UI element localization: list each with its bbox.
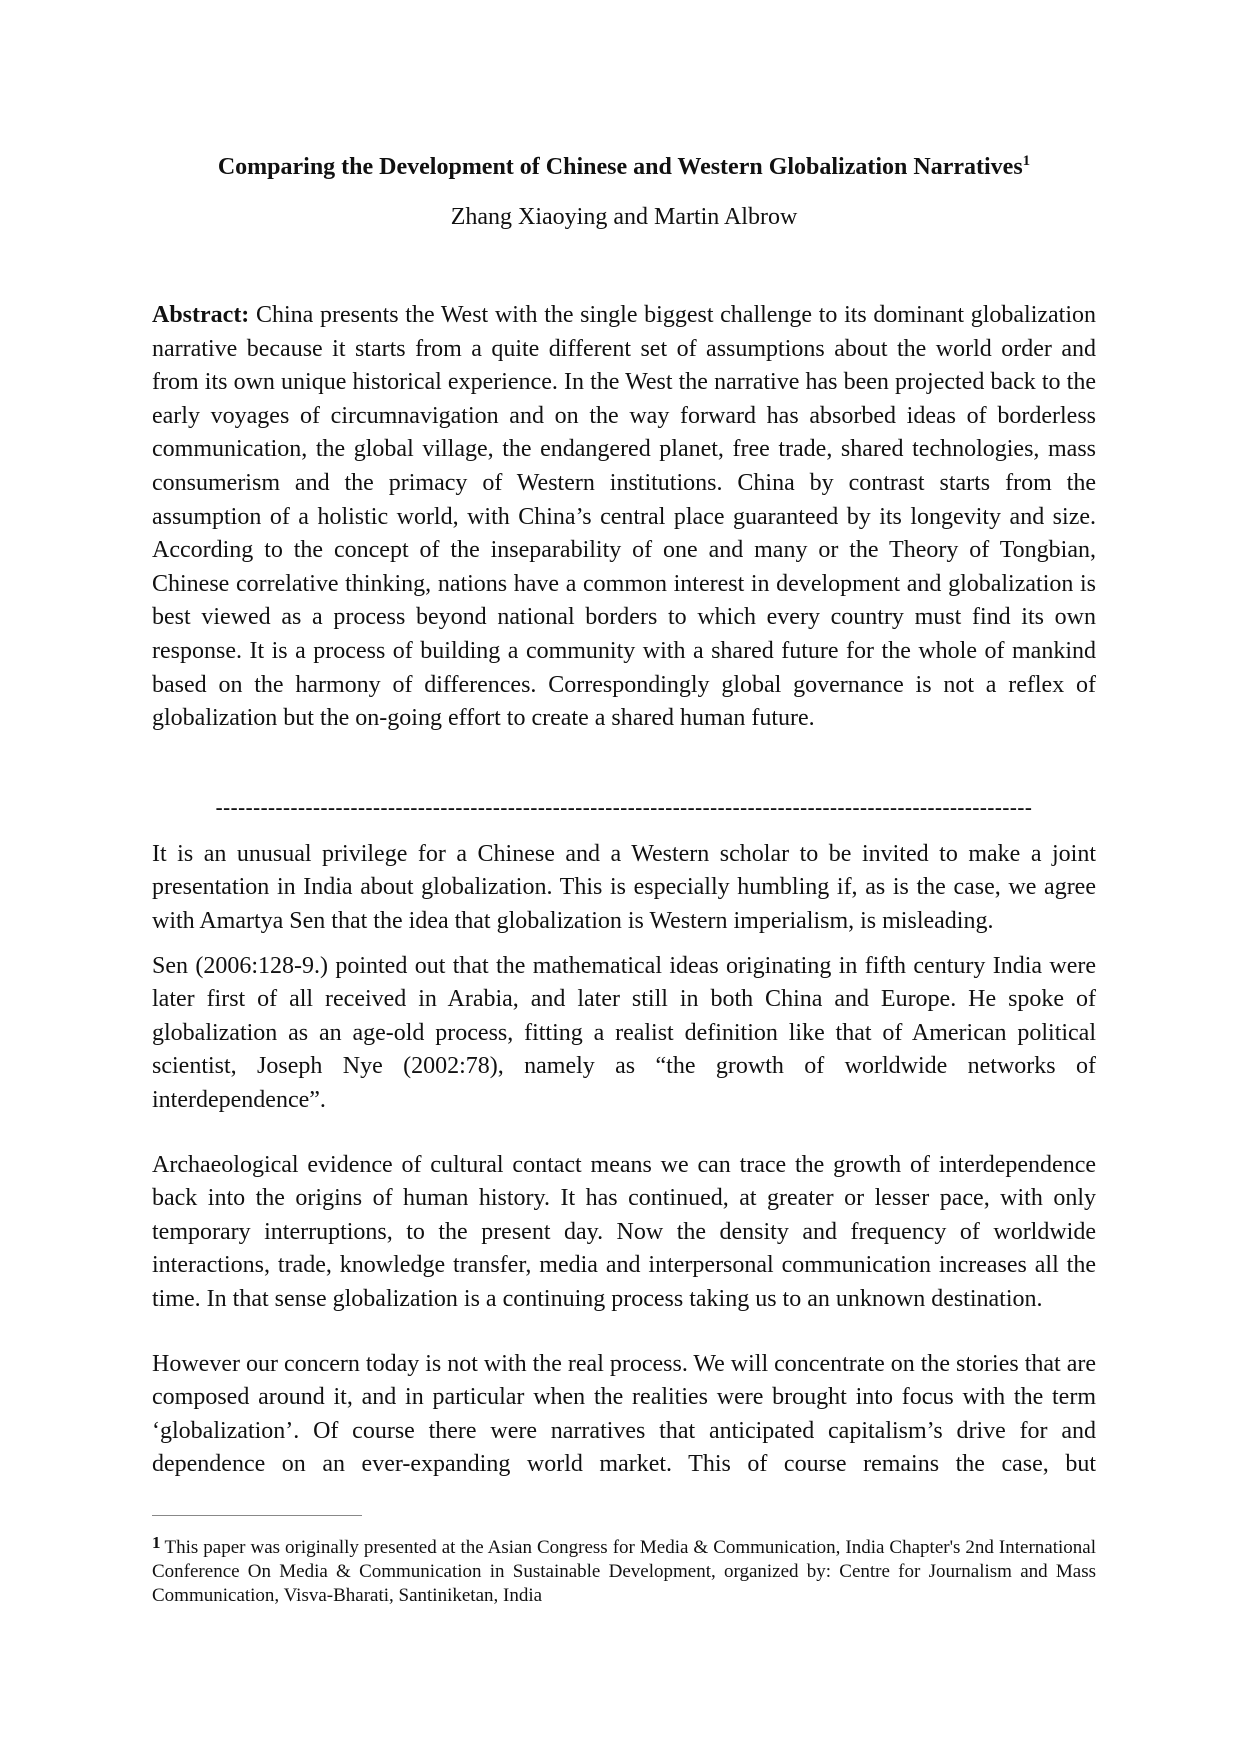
body-paragraph-4: However our concern today is not with the real process. We will concentrate on the stories that are composed around it, and in particular when the realities were brought into focus with the term ‘globalization’. Of course there were narratives that anticipated capitalism’s drive for and dependence on an ever-expanding world market. This of course remains the case, but [152, 1351, 1096, 1478]
section-divider: ------------------------------------------------------------------------------------------------------------- [215, 795, 1033, 819]
abstract-text: China presents the West with the single biggest challenge to its dominant globalization narrative because it starts from a quite different set of assumptions about the world order and from its own unique historical experience. In the West the narrative has been projected back to the early voyages of circumnavigation and on the way forward has absorbed ideas of borderless communication, the global village, the endangered planet, free trade, shared technologies, mass consumerism and the primacy of Western institutions. China by contrast starts from the assumption of a holistic world, with China’s central place guaranteed by its longevity and size. According to the concept of the inseparability of one and many or the Theory of Tongbian, Chinese correlative thinking, nations have a common interest in development and globalization is best viewed as a process beyond national borders to which every country must find its own response. It is a process of building a community with a shared future for the whole of mankind based on the harmony of differences. Correspondingly global governance is not a reflex of globalization but the on-going effort to create a shared human future. [152, 302, 1097, 732]
body-paragraph-1: It is an unusual privilege for a Chinese and a Western scholar to be invited to make a joint presentation in India about globalization. This is especially humbling if, as is the case, we agree with Amartya Sen that the idea that globalization is Western imperialism, is misleading. [152, 841, 1096, 934]
footnote [152, 1533, 1096, 1608]
footnote-separator [152, 1515, 362, 1516]
footnote-number: 1 [152, 1533, 161, 1552]
paper-title [152, 150, 1096, 184]
abstract-label: Abstract: [152, 302, 250, 328]
paper-authors: Zhang Xiaoying and Martin Albrow [450, 204, 798, 230]
abstract-paragraph [152, 299, 1096, 736]
title-footnote-marker[interactable]: 1 [1022, 153, 1031, 169]
body-paragraph-3: Archaeological evidence of cultural contact means we can trace the growth of interdependence back into the origins of human history. It has continued, at greater or lesser pace, with only temporary interruptions, to the present day. Now the density and frequency of worldwide interactions, trade, knowledge transfer, media and interpersonal communication increases all the time. In that sense globalization is a continuing process taking us to an unknown destination. [152, 1152, 1096, 1312]
footnote-text: This paper was originally presented at the Asian Congress for Media & Communication, India Chapter's 2nd International Conference On Media & Communication in Sustainable Development, organized by: Centre for Journalism and Mass Communication, Visva-Bharati, Santiniketan, India [152, 1537, 1096, 1606]
paper-title-text: Comparing the Development of Chinese and Western Globalization Narratives [217, 154, 1023, 180]
body-paragraph-2: Sen (2006:128-9.) pointed out that the mathematical ideas originating in fifth century India were later first of all received in Arabia, and later still in both China and Europe. He spoke of globalization as an age-old process, fitting a realist definition like that of American political scientist, Joseph Nye (2002:78), namely as “the growth of worldwide networks of interdependence”. [152, 953, 1096, 1113]
